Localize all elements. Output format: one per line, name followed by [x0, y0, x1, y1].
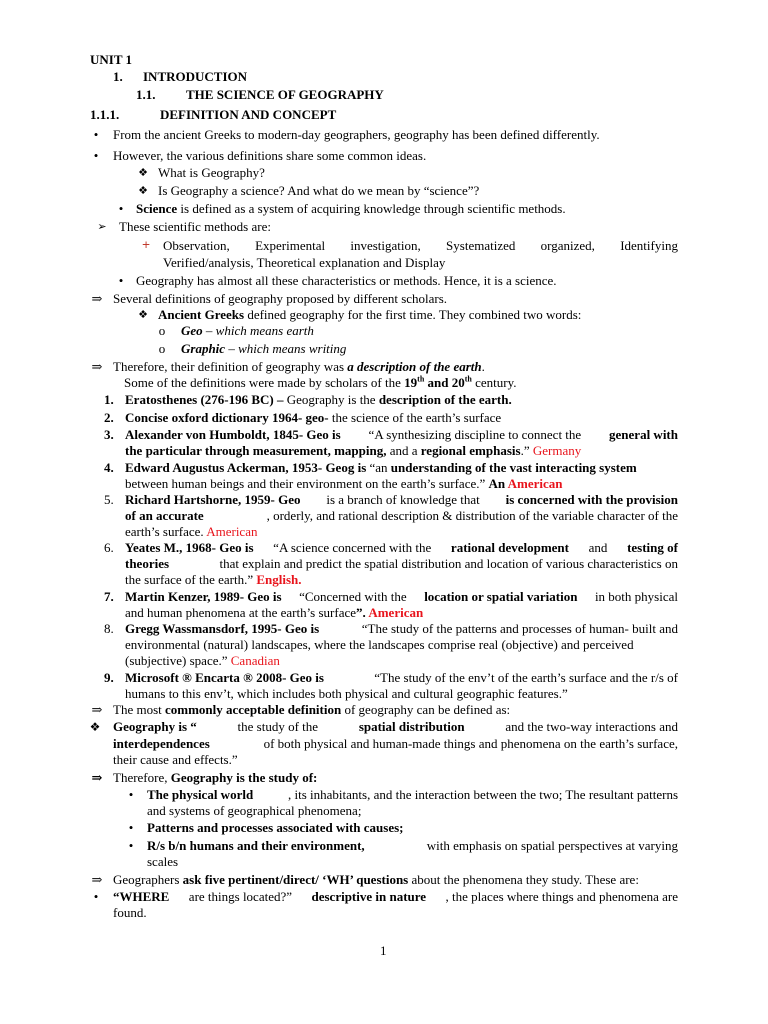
implies-marker: ⇒	[91, 872, 103, 887]
definition-number: 6.	[104, 540, 114, 555]
where-question-line-2: found.	[113, 905, 147, 920]
flag-bullet-icon: 🞤	[142, 240, 150, 251]
intro-heading: INTRODUCTION	[143, 69, 248, 84]
study-item-rs-line-1: R/s b/n humans and their environment, with emphasis on spatial perspectives at varying	[147, 838, 678, 853]
page-number: 1	[380, 943, 387, 958]
intro-paragraph-2: However, the various definitions share some common ideas.	[113, 148, 427, 163]
geographers-questions: Geographers ask five pertinent/direct/ ‘WH’ questions about the phenomena they study. These are:	[113, 872, 639, 887]
study-item-patterns: Patterns and processes associated with causes;	[147, 820, 404, 835]
unit-heading: UNIT 1	[90, 52, 133, 67]
definition-heading: DEFINITION AND CONCEPT	[160, 107, 337, 122]
definition-number: 4.	[104, 460, 114, 475]
implies-marker: ⇒	[91, 702, 103, 717]
methods-line-1: Observation, Experimental investigation, Systematized organized, Identifying	[163, 238, 678, 253]
bullet-marker: •	[93, 127, 99, 142]
implies-marker: ⇒	[91, 770, 103, 785]
definition-ackerman-line-1: Edward Augustus Ackerman, 1953- Geog is “an understanding of the vast interacting system	[125, 460, 637, 475]
diamond-marker: ❖	[138, 184, 148, 197]
definition-hartshorne-line-3: earth’s surface. American	[125, 524, 258, 539]
bullet-marker: •	[118, 273, 124, 288]
definition-wassmansdorf-line-1: Gregg Wassmansdorf, 1995- Geo is “The study of the patterns and processes of human- built and	[125, 621, 678, 636]
bullet-marker: •	[128, 787, 134, 802]
accepted-definition-line-3: their cause and effects.”	[113, 752, 238, 767]
question-2: Is Geography a science? And what do we mean by “science”?	[158, 183, 480, 198]
bullet-marker: •	[118, 201, 124, 216]
definition-encarta-line-2: humans to this env’t, which includes both physical and cultural geographic features.”	[125, 686, 568, 701]
bullet-marker: •	[93, 889, 99, 904]
accepted-definition-intro: The most commonly acceptable definition of geography can be defined as:	[113, 702, 511, 717]
graphic-word: Graphic – which means writing	[181, 341, 347, 356]
bullet-marker: •	[93, 148, 99, 163]
definition-kenzer-line-1: Martin Kenzer, 1989- Geo is “Concerned with the location or spatial variation in both physical	[125, 589, 678, 604]
definition-number: 2.	[104, 410, 114, 425]
intro-paragraph-1: From the ancient Greeks to modern-day geographers, geography has been defined differently.	[113, 127, 600, 142]
definition-humboldt-line-1: Alexander von Humboldt, 1845- Geo is “A synthesizing discipline to connect the general with	[125, 427, 678, 442]
circle-marker: o	[158, 323, 166, 338]
definition-number: 5.	[104, 492, 114, 507]
definition-yeates-line-2: theories that explain and predict the spatial distribution and location of various characteristics on	[125, 556, 678, 571]
diamond-marker: ❖	[138, 308, 148, 321]
science-definition: Science is defined as a system of acquiring knowledge through scientific methods.	[136, 201, 566, 216]
science-heading-number: 1.1.	[136, 87, 156, 102]
greek-definition: Therefore, their definition of geography was a description of the earth.	[113, 359, 485, 374]
definition-yeates-line-1: Yeates M., 1968- Geo is “A science concerned with the rational development and testing of	[125, 540, 678, 555]
methods-line-2: Verified/analysis, Theoretical explanation and Display	[163, 255, 446, 270]
study-item-physical-line-2: and systems of geographical phenomena;	[147, 803, 362, 818]
ancient-greeks: Ancient Greeks defined geography for the first time. They combined two words:	[158, 307, 582, 322]
definition-eratosthenes: Eratosthenes (276-196 BC) – Geography is the description of the earth.	[125, 392, 512, 407]
intro-heading-number: 1.	[113, 69, 123, 84]
circle-marker: o	[158, 341, 166, 356]
geo-word: Geo – which means earth	[181, 323, 314, 338]
definition-hartshorne-line-1: Richard Hartshorne, 1959- Geo is a branch of knowledge that is concerned with the provision	[125, 492, 678, 507]
has-all-characteristics: Geography has almost all these characteristics or methods. Hence, it is a science.	[136, 273, 557, 288]
definition-number: 8.	[104, 621, 114, 636]
arrow-marker: ➢	[97, 220, 107, 233]
definition-oxford: Concise oxford dictionary 1964- geo- the science of the earth’s surface	[125, 410, 502, 425]
definition-encarta-line-1: Microsoft ® Encarta ® 2008- Geo is “The study of the env’t of the earth’s surface and the r/s of	[125, 670, 678, 685]
science-heading: THE SCIENCE OF GEOGRAPHY	[186, 87, 384, 102]
definition-hartshorne-line-2: of an accurate , orderly, and rational description & distribution of the variable character of the	[125, 508, 678, 523]
definition-number: 3.	[104, 427, 114, 442]
implies-marker: ⇒	[91, 291, 103, 306]
scholars-intro: Some of the definitions were made by scholars of the 19th and 20th century.	[124, 374, 517, 390]
study-item-physical-line-1: The physical world , its inhabitants, and the interaction between the two; The resultant patterns	[147, 787, 678, 802]
diamond-marker: ❖	[138, 166, 148, 179]
definition-yeates-line-3: the surface of the earth.” English.	[125, 572, 302, 587]
study-of-intro: Therefore, Geography is the study of:	[113, 770, 318, 785]
implies-marker: ⇒	[91, 359, 103, 374]
definition-number: 7.	[104, 589, 114, 604]
accepted-definition-line-1: Geography is “ the study of the spatial distribution and the two-way interactions and	[113, 719, 678, 734]
study-item-rs-line-2: scales	[147, 854, 179, 869]
definition-number: 1.	[104, 392, 114, 407]
bullet-marker: •	[128, 838, 134, 853]
definition-wassmansdorf-line-2: environmental (natural) landscapes, where the landscapes comprise real (objective) and perceived	[125, 637, 634, 652]
methods-intro: These scientific methods are:	[119, 219, 271, 234]
definition-ackerman-line-2: between human beings and their environment on the earth’s surface.” An American	[125, 476, 563, 491]
definition-kenzer-line-2: and human phenomena at the earth’s surface”. American	[125, 605, 424, 620]
where-question-line-1: “WHERE are things located?” descriptive in nature , the places where things and phenomena are	[113, 889, 678, 904]
several-definitions: Several definitions of geography proposed by different scholars.	[113, 291, 448, 306]
definition-humboldt-line-2: the particular through measurement, mapping, and a regional emphasis.” Germany	[125, 443, 582, 458]
bullet-marker: •	[128, 820, 134, 835]
definition-number: 9.	[104, 670, 114, 685]
definition-heading-number: 1.1.1.	[90, 107, 120, 122]
diamond-marker: ❖	[89, 720, 101, 734]
accepted-definition-line-2: interdependences of both physical and human-made things and phenomena on the earth’s surface,	[113, 736, 678, 751]
definition-wassmansdorf-line-3: (subjective) space.” Canadian	[125, 653, 280, 668]
question-1: What is Geography?	[158, 165, 265, 180]
